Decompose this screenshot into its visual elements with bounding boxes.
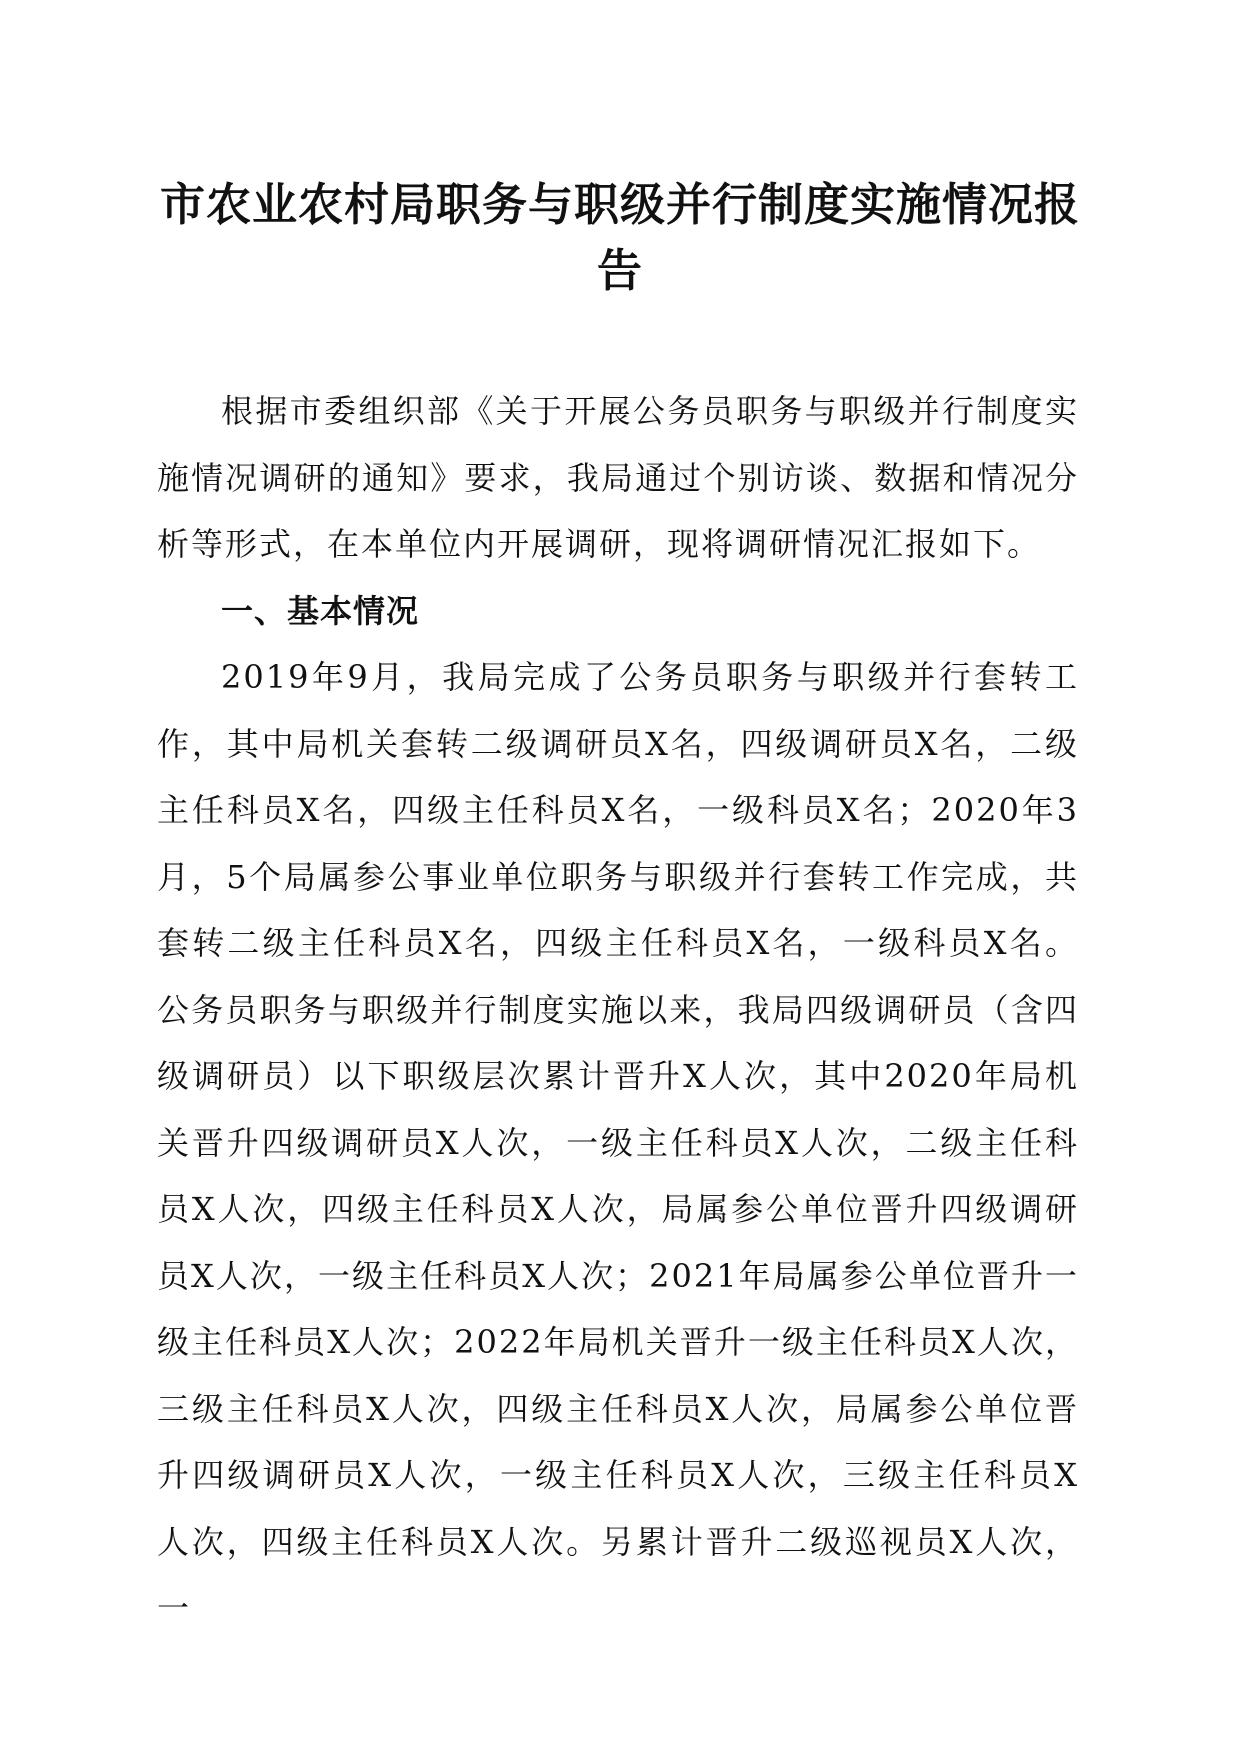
document-title: 市农业农村局职务与职级并行制度实施情况报告 [159, 178, 1080, 297]
intro-paragraph: 根据市委组织部《关于开展公务员职务与职级并行制度实施情况调研的通知》要求，我局通过个别访谈、数据和情况分析等形式，在本单位内开展调研，现将调研情况汇报如下。 [157, 392, 1079, 563]
document-body [157, 378, 1079, 1642]
basic-situation-paragraph: 2019年9月，我局完成了公务员职务与职级并行套转工作，其中局机关套转二级调研员X名，四级调研员X名，二级主任科员X名，四级主任科员X名，一级科员X名；2020年3月，5个局属参公事业单位职务与职级并行套转工作完成，共套转二级主任科员X名，四级主任科员X名，一级科员X名。公务员职务与职级并行制度实施以来，我局四级调研员（含四级调研员）以下职级层次累计晋升X人次，其中2020年局机关晋升四级调研员X人次，一级主任科员X人次，二级主任科员X人次，四级主任科员X人次，局属参公单位晋升四级调研员X人次，一级主任科员X人次；2021年局属参公单位晋升一级主任科员X人次；2022年局机关晋升一级主任科员X人次，三级主任科员X人次，四级主任科员X人次，局属参公单位晋升四级调研员X人次，一级主任科员X人次，三级主任科员X人次，四级主任科员X人次。另累计晋升二级巡视员X人次，一 [157, 658, 1079, 1627]
section-heading-basic-situation: 一、基本情况 [221, 591, 420, 630]
